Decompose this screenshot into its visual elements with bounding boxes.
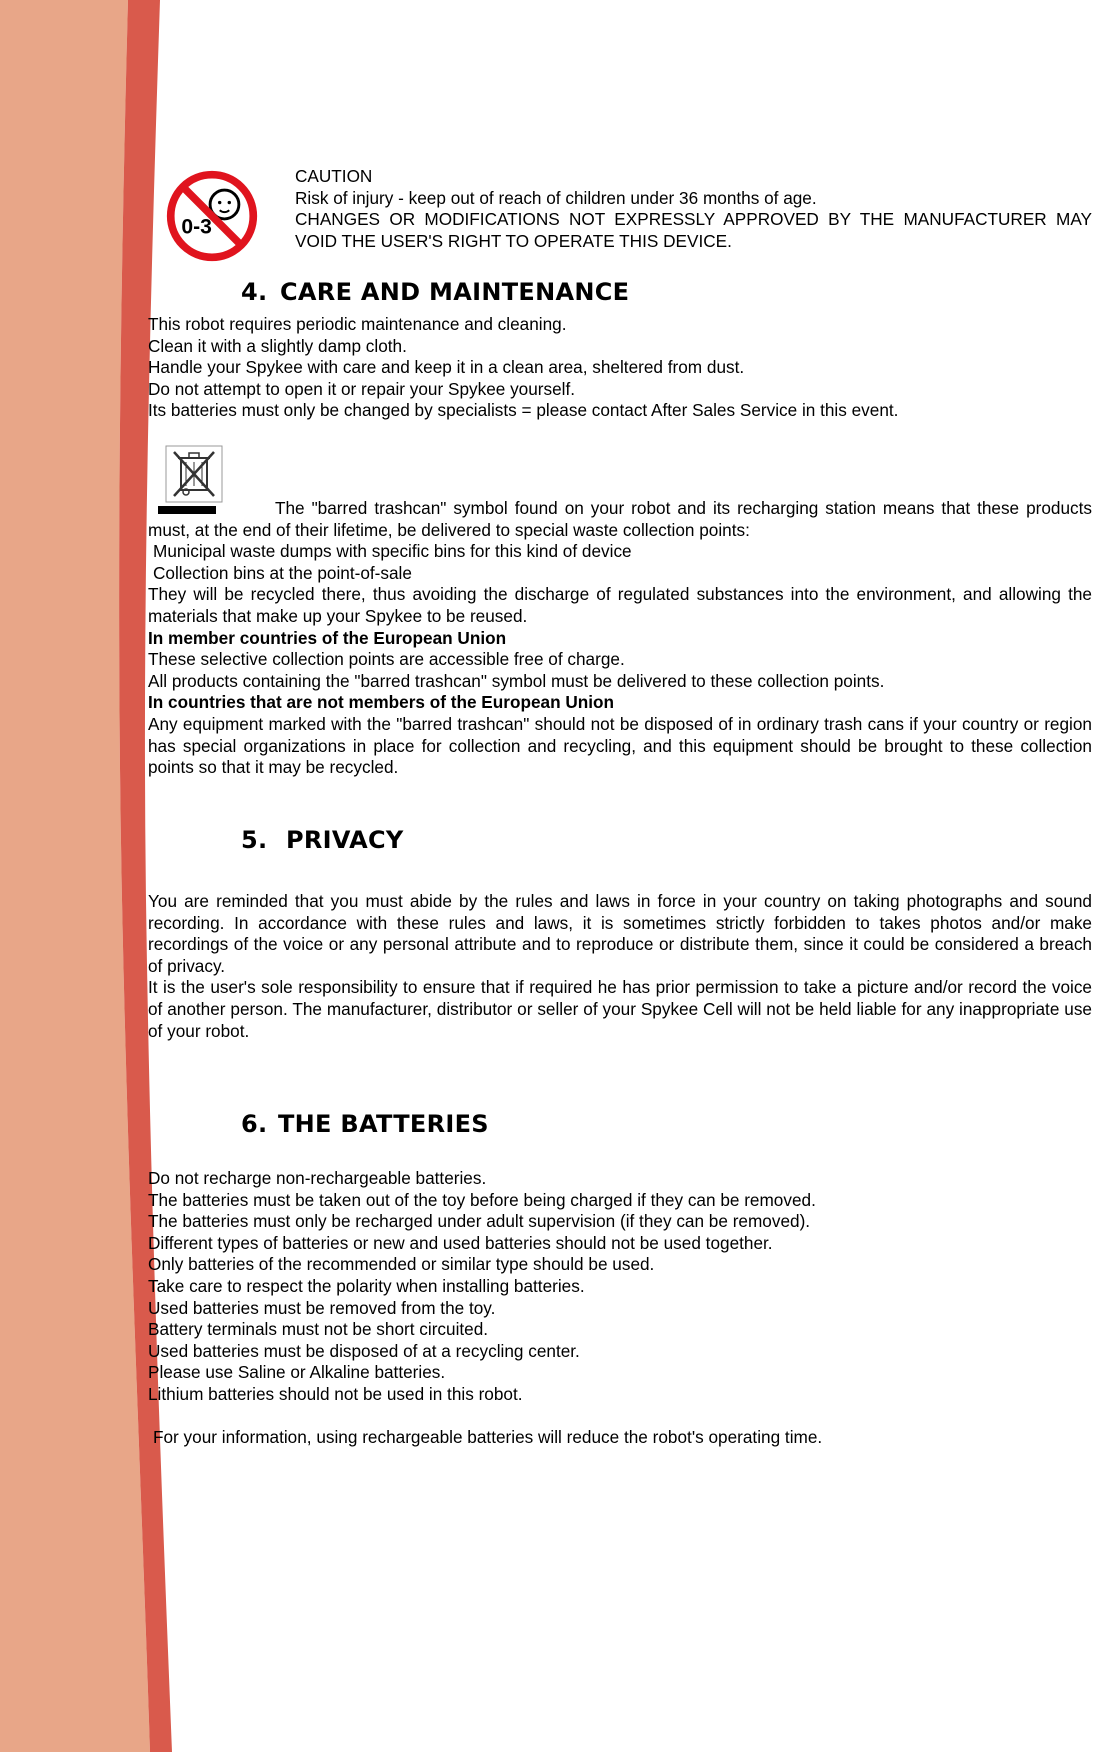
trashcan-intro: The "barred trashcan" symbol found on your robot and its recharging station means that these products must, at the end of their lifetime, be delivered to special waste collection points: [148, 498, 1092, 540]
care-line: Handle your Spykee with care and keep it in a clean area, sheltered from dust. [148, 357, 745, 378]
battery-note: For your information, using rechargeable batteries will reduce the robot's operating time. [153, 1427, 823, 1447]
care-lines [148, 314, 1092, 422]
battery-rule: Different types of batteries or new and used batteries should not be used together. [148, 1232, 773, 1253]
privacy-paragraph-1: You are reminded that you must abide by the rules and laws in force in your country on taking photographs and sound recording. In accordance with these rules and laws, it is sometimes strictly forbidden to takes photos and/or make recordings of the voice or any personal attribute and to reproduce or distribute them, since it could be considered a breach of privacy. [148, 891, 1092, 976]
battery-rules [148, 1168, 1092, 1406]
section-6-number: 6. [241, 1110, 268, 1138]
battery-rule: The batteries must be taken out of the toy before being charged if they can be removed. [148, 1189, 816, 1210]
eu-line: These selective collection points are accessible free of charge. [148, 649, 625, 670]
care-line: Do not attempt to open it or repair your Spykee yourself. [148, 378, 576, 399]
care-line: This robot requires periodic maintenance and cleaning. [148, 314, 567, 334]
battery-rule: The batteries must only be recharged under adult supervision (if they can be removed). [148, 1211, 811, 1232]
battery-rule: Do not recharge non-rechargeable batteries. [148, 1168, 487, 1188]
no-children-under-3-icon [164, 168, 260, 264]
battery-rule: Only batteries of the recommended or similar type should be used. [148, 1254, 655, 1275]
section-4-title: CARE AND MAINTENANCE [280, 278, 630, 306]
battery-rule: Lithium batteries should not be used in this robot. [148, 1383, 523, 1404]
battery-rule: Used batteries must be removed from the toy. [148, 1297, 496, 1318]
care-line: Its batteries must only be changed by specialists = please contact After Sales Service in this event. [148, 400, 899, 421]
eu-line: All products containing the "barred trashcan" symbol must be delivered to these collection points. [148, 670, 885, 691]
eu-heading: In member countries of the European Union [148, 627, 507, 648]
privacy-text [148, 891, 1092, 1042]
battery-rule: Take care to respect the polarity when installing batteries. [148, 1275, 585, 1296]
section-4-number: 4. [241, 278, 268, 306]
battery-rule: Please use Saline or Alkaline batteries. [148, 1362, 446, 1383]
caution-line-2: CHANGES OR MODIFICATIONS NOT EXPRESSLY APPROVED BY THE MANUFACTURER MAY VOID THE USER'S RIGHT TO OPERATE THIS DEVICE. [295, 209, 1092, 251]
collection-bullet: Municipal waste dumps with specific bins for this kind of device [153, 541, 632, 562]
section-6-heading [241, 1110, 489, 1138]
section-5-number: 5. [241, 826, 268, 854]
non-eu-paragraph: Any equipment marked with the "barred trashcan" should not be disposed of in ordinary trash cans if your country or region has special organizations in place for collection and recycling, and this equipment should be brought to these collection points so that it may be recycled. [148, 713, 1092, 778]
caution-line-1: Risk of injury - keep out of reach of children under 36 months of age. [295, 187, 817, 208]
age-label: 0-3 [181, 215, 212, 239]
care-line: Clean it with a slightly damp cloth. [148, 335, 407, 356]
collection-bullet: Collection bins at the point-of-sale [153, 562, 412, 583]
privacy-paragraph-2: It is the user's sole responsibility to ensure that if required he has prior permission to take a picture and/or record the voice of another person. The manufacturer, distributor or seller of your Spykee Cell will not be held liable for any inappropriate use of your robot. [148, 977, 1092, 1041]
caution-block [295, 166, 1092, 252]
recycle-paragraph: They will be recycled there, thus avoiding the discharge of regulated substances into the environment, and allowing the materials that make up your Spykee to be reused. [148, 584, 1092, 626]
section-4-heading [241, 278, 629, 306]
section-5-heading [241, 826, 404, 854]
battery-rule: Battery terminals must not be short circuited. [148, 1319, 489, 1340]
caution-title: CAUTION [295, 166, 373, 186]
section-6-title: THE BATTERIES [278, 1110, 489, 1138]
non-eu-heading: In countries that are not members of the European Union [148, 692, 615, 713]
battery-rule: Used batteries must be disposed of at a recycling center. [148, 1340, 580, 1361]
trashcan-section [148, 498, 1092, 779]
section-5-title: PRIVACY [286, 826, 404, 854]
